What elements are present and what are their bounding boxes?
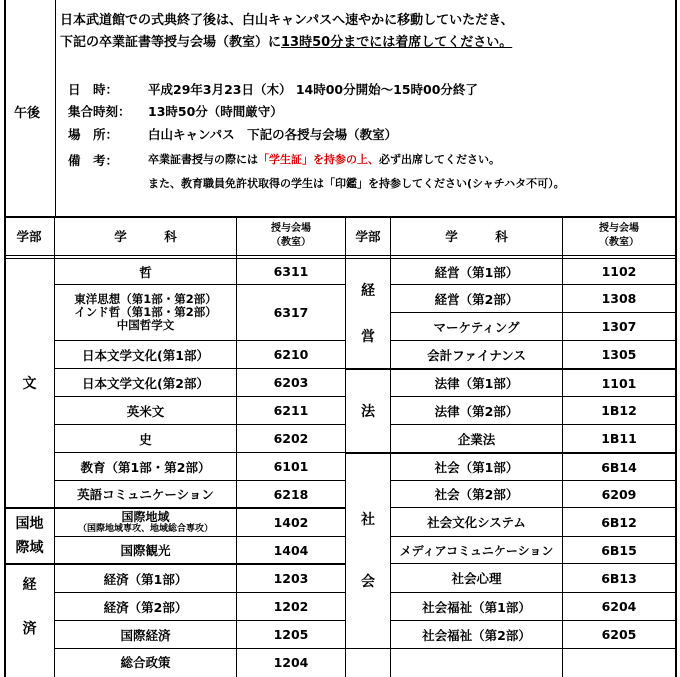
table-row-dept: 国際経済: [120, 627, 171, 643]
notice-line-2-prefix: 下記の卒業証書等授与会場（教室）に: [60, 35, 282, 50]
remarks-line-1: [148, 154, 500, 166]
notice-line-1: 日本武道館での式典終了後は、白山キャンパスへ速やかに移動していただき、: [60, 13, 514, 28]
header-faculty-left: 学部: [16, 229, 42, 244]
faculty-business: [346, 259, 390, 368]
remarks-student-id: 「学生証」を持参の上、: [258, 153, 379, 166]
faculty-name-line2: 際域: [15, 539, 44, 556]
faculty-name-line2: 済: [22, 620, 37, 637]
faculty-regional-studies: [5, 508, 54, 563]
table-row-room: 6317: [273, 305, 309, 320]
table-row-dept: 英米文: [126, 403, 165, 419]
place-value: 白山キャンパス 下記の各授与会場（教室）: [148, 127, 398, 142]
date-value: 平成29年3月23日（木） 14時00分開始～15時00分終了: [148, 82, 478, 97]
table-row-dept: [55, 509, 236, 536]
table-row-room: 6210: [273, 347, 309, 362]
gather-label: 集合時刻：: [68, 104, 131, 119]
remarks-label: 備 考：: [68, 153, 119, 168]
notice-deadline: 13時50分までには着席してください。: [281, 35, 513, 50]
header-venue-line2: （教室）: [271, 237, 311, 248]
place-label: 場 所：: [68, 127, 119, 142]
table-row-dept: 英語コミュニケーション: [77, 487, 214, 502]
table-row-room: 6209: [601, 486, 637, 502]
table-row-room: 6204: [601, 599, 637, 614]
table-row-dept: 日本文学文化(第2部）: [82, 375, 209, 391]
table-row-room: 1307: [601, 319, 637, 334]
table-row-dept: 企業法: [457, 431, 496, 447]
table-row-dept: 社会（第2部）: [434, 487, 519, 502]
notice-line-2: [60, 35, 512, 50]
dept-line: （国際地域専攻、地域総合専攻）: [77, 523, 213, 534]
table-row-dept: 社会福祉（第1部）: [422, 599, 531, 615]
table-row-dept: 社会福祉（第2部）: [422, 627, 531, 643]
table-row-room: 6101: [273, 459, 309, 474]
header-venue-right: [563, 217, 675, 255]
remarks-prefix: 卒業証書授与の際には: [148, 153, 258, 166]
table-row-room: 1202: [273, 599, 309, 614]
table-row-dept: [55, 285, 236, 340]
table-row-room: 6B12: [601, 514, 637, 530]
faculty-law: 法: [361, 403, 375, 420]
faculty-name-line1: 経: [22, 576, 37, 593]
date-label: 日 時：: [68, 82, 119, 97]
table-row-dept: 史: [139, 431, 152, 447]
table-row-dept: 経済（第1部）: [103, 571, 188, 587]
header-department-right: 学 科: [445, 229, 508, 244]
table-row-room: 1308: [601, 291, 637, 306]
table-row-room: 6203: [273, 375, 309, 390]
table-row-room: 6205: [601, 627, 637, 642]
table-row-room: 6311: [273, 264, 309, 279]
table-row-dept: 日本文学文化(第1部）: [82, 347, 209, 363]
table-row-dept: 教育（第1部・第2部）: [80, 459, 211, 475]
table-row-room: 1404: [273, 542, 309, 558]
table-row-room: 1305: [601, 347, 637, 362]
header-venue-line1: 授与会場: [271, 223, 311, 234]
table-row-room: 1203: [273, 571, 309, 586]
table-row-room: 6218: [273, 486, 309, 502]
table-row-dept: 総合政策: [120, 655, 171, 670]
table-row-dept: マーケティング: [433, 319, 520, 335]
table-row-room: 1102: [601, 264, 637, 279]
remarks-suffix: 必ず出席してください。: [379, 153, 500, 166]
table-row-room: 6B15: [601, 542, 637, 558]
header-venue-line2: （教室）: [599, 237, 639, 248]
table-row-room: 1B12: [601, 403, 637, 418]
faculty-economics: [5, 564, 54, 649]
table-row-dept: 法律（第2部）: [434, 403, 519, 419]
table-row-dept: メディアコミュニケーション: [399, 543, 554, 558]
faculty-sociology: [346, 453, 390, 648]
table-row-room: 1402: [273, 515, 309, 530]
gather-value: 13時50分（時間厳守）: [148, 104, 283, 119]
table-row-dept: 会計ファイナンス: [427, 347, 526, 363]
header-venue-line1: 授与会場: [599, 223, 639, 234]
table-row-room: 6202: [273, 431, 309, 446]
header-faculty-right: 学部: [355, 229, 381, 244]
table-row-room: 1B11: [601, 431, 637, 446]
faculty-letters: 文: [22, 376, 37, 392]
dept-line: 国際地域: [121, 509, 170, 524]
table-row-dept: 哲: [139, 264, 152, 280]
table-row-room: 6B14: [601, 459, 637, 475]
dept-line: 中国哲学文: [116, 318, 175, 332]
table-row-dept: 経営（第1部）: [434, 264, 519, 280]
faculty-name-line1: 社: [361, 511, 375, 528]
header-department-left: 学 科: [114, 229, 177, 244]
dept-line: インド哲（第1部・第2部）: [74, 305, 217, 319]
table-row-dept: 社会心理: [451, 571, 502, 586]
header-venue-left: [237, 217, 345, 255]
table-row-dept: 国際観光: [120, 543, 171, 558]
period-label: 午後: [14, 106, 41, 121]
table-row-room: 6211: [273, 403, 309, 418]
remarks-line-2: また、教育職員免許状取得の学生は「印鑑」を持参してください(シャチハタ不可）。: [148, 177, 565, 190]
faculty-name-line1: 経: [361, 282, 375, 299]
table-row-dept: 社会文化システム: [427, 515, 526, 530]
table-row-room: 1204: [273, 654, 309, 670]
faculty-name-line2: 会: [361, 573, 375, 590]
table-row-room: 1101: [601, 375, 637, 391]
faculty-name-line2: 営: [361, 328, 375, 345]
table-row-dept: 経営（第2部）: [434, 291, 519, 307]
dept-line: 東洋思想（第1部・第2部）: [74, 292, 217, 306]
faculty-name-line1: 国地: [15, 515, 44, 532]
table-row-dept: 経済（第2部）: [103, 599, 188, 615]
table-row-dept: 法律（第1部）: [434, 376, 519, 391]
table-row-room: 6B13: [601, 570, 637, 586]
table-row-dept: 社会（第1部）: [434, 460, 519, 475]
table-row-room: 1205: [273, 627, 309, 642]
